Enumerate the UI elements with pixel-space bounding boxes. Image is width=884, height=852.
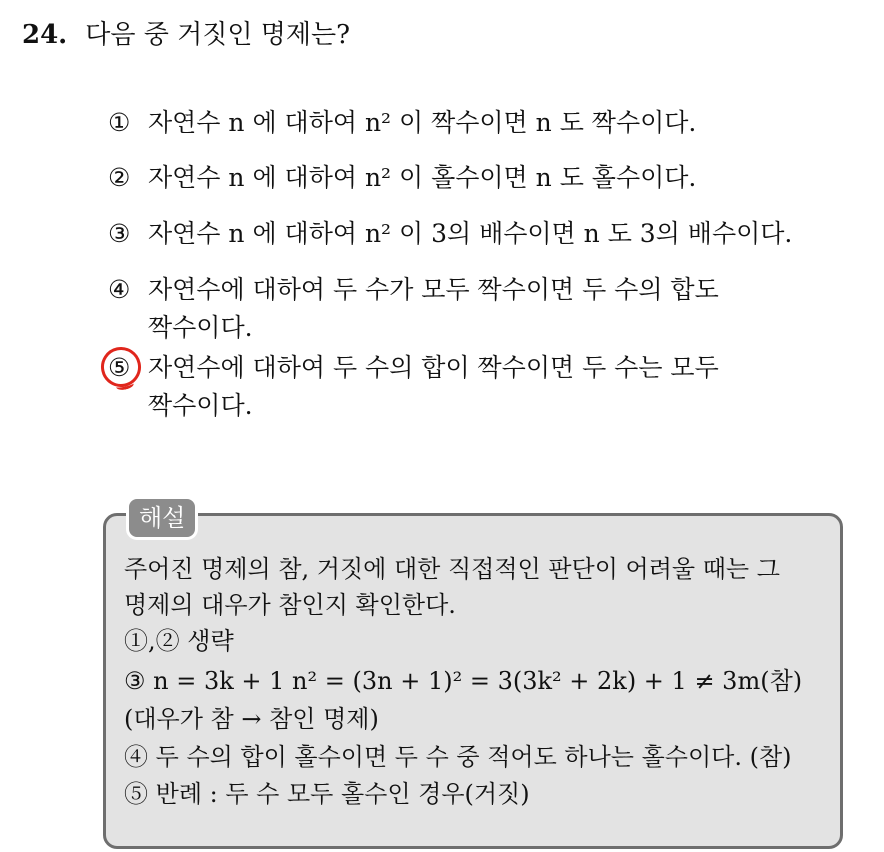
choice-text: 자연수 n 에 대하여 n² 이 홀수이면 n 도 홀수이다. (148, 163, 697, 192)
choice-number: ① (108, 108, 131, 137)
explanation-line: ③ n = 3k + 1 n² = (3n + 1)² = 3(3k² + 2k) + 1 ≠ 3m(참) (124, 667, 803, 695)
choice-4-continuation: 짝수이다. (148, 313, 253, 342)
explanation-line: ④ 두 수의 합이 홀수이면 두 수 중 적어도 하나는 홀수이다. (참) (124, 743, 792, 771)
choice-number: ③ (108, 219, 131, 248)
question-header (22, 14, 350, 51)
choice-1 (108, 104, 696, 142)
explanation-line: (대우가 참 → 참인 명제) (124, 705, 379, 733)
question-text: 다음 중 거짓인 명제는? (85, 20, 351, 50)
choice-5 (108, 349, 719, 387)
choice-number: ② (108, 163, 131, 192)
explanation-line: 주어진 명제의 참, 거짓에 대한 직접적인 판단이 어려울 때는 그 (124, 555, 780, 583)
choice-number: ④ (108, 275, 131, 304)
choice-text: 자연수 n 에 대하여 n² 이 3의 배수이면 n 도 3의 배수이다. (148, 219, 793, 248)
explanation-line: 명제의 대우가 참인지 확인한다. (124, 591, 456, 619)
explanation-tag: 해설 (126, 496, 198, 540)
choice-text: 자연수에 대하여 두 수의 합이 짝수이면 두 수는 모두 (148, 353, 719, 382)
choice-4 (108, 271, 719, 309)
choice-number: ⑤ (108, 353, 131, 382)
question-number: 24. (22, 20, 68, 50)
choice-2 (108, 159, 696, 197)
choice-5-continuation: 짝수이다. (148, 391, 253, 420)
explanation-line: ⑤ 반례 : 두 수 모두 홀수인 경우(거짓) (124, 780, 530, 808)
explanation-line: ①,② 생략 (124, 627, 234, 655)
choice-3 (108, 215, 792, 253)
choice-text: 자연수에 대하여 두 수가 모두 짝수이면 두 수의 합도 (148, 275, 719, 304)
choice-text: 자연수 n 에 대하여 n² 이 짝수이면 n 도 짝수이다. (148, 108, 697, 137)
